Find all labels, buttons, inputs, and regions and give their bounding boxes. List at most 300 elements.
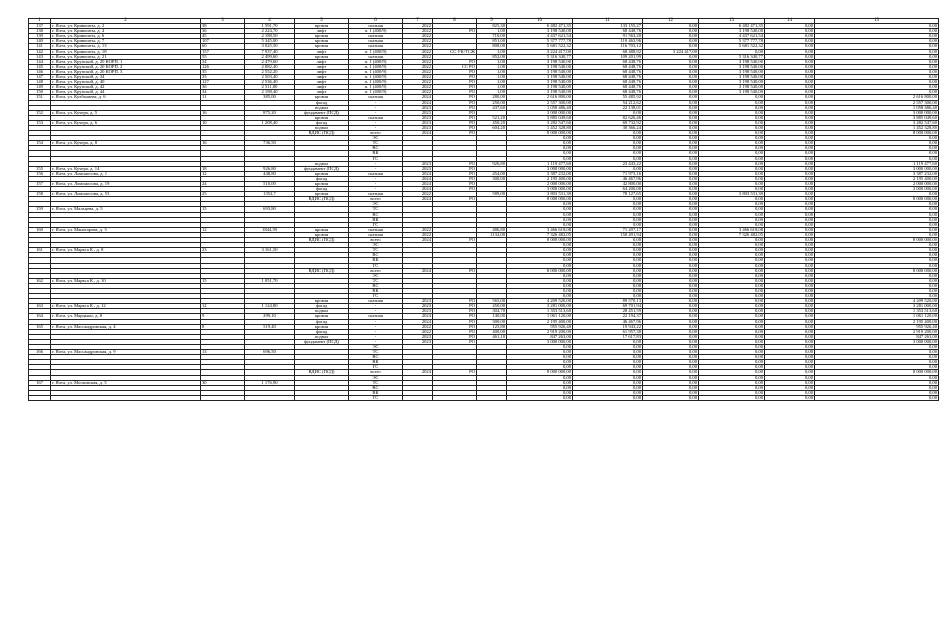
column-number-cell: 9 — [477, 19, 507, 24]
table-cell: 68 448,76 — [573, 29, 643, 34]
table-cell: 589,00 — [477, 192, 507, 197]
table-cell: ВДИС (ПСД) — [295, 238, 349, 243]
table-cell: 3 025,50 — [245, 44, 295, 49]
table-cell: 0,00 — [573, 350, 643, 355]
table-cell: 68 448,76 — [573, 90, 643, 95]
table-cell: 23 — [201, 248, 245, 253]
table-cell: 0,00 — [699, 243, 765, 248]
table-cell: 825,30 — [477, 24, 507, 29]
table-cell: 19 943,22 — [573, 324, 643, 329]
table-cell: 0,00 — [573, 243, 643, 248]
table-cell: 0,00 — [573, 146, 643, 151]
table-cell: 1 353 513,60 — [815, 309, 939, 314]
table-cell: 0,00 — [573, 202, 643, 207]
table-cell: ВК — [349, 258, 403, 263]
table-cell: 0,00 — [815, 151, 939, 156]
table-cell: 30 366,24 — [573, 125, 643, 130]
table-cell: 30 — [201, 380, 245, 385]
table-cell: ТС — [349, 248, 403, 253]
table-cell: всего — [349, 197, 403, 202]
table-cell: - — [349, 324, 403, 329]
table-cell: 521,20 — [477, 115, 507, 120]
table-cell: 0,00 — [507, 278, 573, 283]
table-cell: 12 — [201, 227, 245, 232]
table-cell: 0,00 — [765, 197, 815, 202]
table-cell: 0,00 — [815, 29, 939, 34]
table-cell: 304,70 — [477, 309, 507, 314]
table-cell: г. Ялта, ул. Кривошты, д. 4 — [51, 29, 201, 34]
table-cell: г. Ялта, ул. Крупской, д. 40 — [51, 80, 201, 85]
table-cell: 519,40 — [245, 324, 295, 329]
table-cell: 2 195 400,00 — [815, 176, 939, 181]
table-cell: 0,00 — [643, 44, 699, 49]
table-cell: 3 803 531,30 — [699, 192, 765, 197]
table-cell: 0,00 — [699, 238, 765, 243]
table-cell: 2022 — [403, 44, 433, 49]
table-cell: 450,20 — [477, 120, 507, 125]
table-cell: 565,00 — [477, 299, 507, 304]
table-cell: 0,00 — [573, 207, 643, 212]
table-cell: 0,00 — [643, 222, 699, 227]
table-cell: 7 326 482,05 — [699, 232, 765, 237]
table-cell: 2024 — [403, 370, 433, 375]
column-number-cell: 12 — [643, 19, 699, 24]
table-cell: 0,00 — [699, 314, 765, 319]
table-cell: 2024 — [403, 176, 433, 181]
table-cell: 9 — [201, 314, 245, 319]
table-cell: 0,00 — [573, 395, 643, 400]
table-cell: п. 1 (400/9) — [349, 90, 403, 95]
table-cell: 55 — [201, 54, 245, 59]
table-cell: 0,00 — [699, 161, 765, 166]
table-cell: 2022 — [403, 69, 433, 74]
table-cell: 0,00 — [573, 283, 643, 288]
table-cell: 12 — [201, 304, 245, 309]
table-cell: п. 1 (400/9) — [349, 69, 403, 74]
table-cell: 0,00 — [643, 375, 699, 380]
table-cell: 68 448,76 — [573, 64, 643, 69]
table-cell: ВС — [349, 385, 403, 390]
table-cell: 5 345,00 — [245, 39, 295, 44]
table-cell: 0,00 — [765, 248, 815, 253]
table-cell: 2024 — [403, 95, 433, 100]
table-cell: 0,00 — [573, 166, 643, 171]
table-cell: 3 198 540,00 — [699, 29, 765, 34]
table-cell — [433, 395, 477, 400]
table-cell: 2022 — [403, 329, 433, 334]
table-cell: скатная — [349, 115, 403, 120]
table-cell: 0,00 — [643, 268, 699, 273]
table-cell: 3 198 540,00 — [699, 64, 765, 69]
table-cell: 3 000 000,00 — [815, 166, 939, 171]
table-cell: 0,00 — [573, 390, 643, 395]
table-cell: 0,00 — [699, 253, 765, 258]
table-cell: ТС — [349, 380, 403, 385]
table-cell: 0,00 — [643, 90, 699, 95]
table-cell: скатная — [349, 314, 403, 319]
table-cell: 0,00 — [699, 263, 765, 268]
table-cell: 1 208,40 — [245, 120, 295, 125]
table-cell: 68 448,76 — [573, 75, 643, 80]
table-cell: 149 — [29, 85, 51, 90]
table-cell: 0,00 — [765, 370, 815, 375]
table-cell: 0,00 — [765, 171, 815, 176]
table-cell: 0,00 — [573, 131, 643, 136]
table-cell: 0,00 — [643, 390, 699, 395]
table-cell: 0,00 — [507, 151, 573, 156]
table-cell: 3 387 232,00 — [507, 171, 573, 176]
table-cell: 847 263,00 — [815, 334, 939, 339]
table-cell: 145 — [29, 64, 51, 69]
table-cell: РО — [433, 120, 477, 125]
table-cell: 0,00 — [507, 350, 573, 355]
table-cell: 0,00 — [573, 212, 643, 217]
table-cell: 2 536,40 — [245, 80, 295, 85]
table-cell: РО — [433, 95, 477, 100]
table-cell: 0,00 — [699, 294, 765, 299]
table-cell: кровля — [295, 232, 349, 237]
table-cell: - — [349, 319, 403, 324]
table-cell: 1,00 — [477, 85, 507, 90]
table-cell: 0,00 — [699, 304, 765, 309]
table-cell: 0,00 — [765, 110, 815, 115]
table-cell: 0,00 — [699, 360, 765, 365]
table-cell: 0,00 — [699, 345, 765, 350]
table-cell: кровля — [295, 192, 349, 197]
table-cell: ГС — [349, 222, 403, 227]
table-cell: 0,00 — [507, 365, 573, 370]
table-cell: 2 479,60 — [245, 59, 295, 64]
table-cell: 5 377 777,78 — [699, 39, 765, 44]
table-cell: 0,00 — [815, 202, 939, 207]
table-cell — [295, 395, 349, 400]
table-cell: 0,00 — [507, 248, 573, 253]
table-cell: 109 201,99 — [573, 54, 643, 59]
table-cell: ВДИС (ПСД) — [295, 197, 349, 202]
table-cell: 3 198 540,00 — [507, 69, 573, 74]
table-cell: скатная — [349, 39, 403, 44]
table-cell — [477, 395, 507, 400]
table-cell: 0,00 — [815, 90, 939, 95]
table-cell: 0,00 — [643, 324, 699, 329]
table-cell: 0,00 — [643, 304, 699, 309]
table-cell: 91 563,20 — [573, 34, 643, 39]
table-cell: скатная — [349, 24, 403, 29]
column-number-cell: 6 — [349, 19, 403, 24]
table-cell: 163 — [29, 304, 51, 309]
table-cell: РО — [433, 115, 477, 120]
table-cell: 2022 — [403, 75, 433, 80]
table-cell: ВС — [349, 283, 403, 288]
table-cell: РО — [433, 187, 477, 192]
table-cell: 0,00 — [507, 288, 573, 293]
table-cell: 2 552,20 — [245, 69, 295, 74]
table-cell: 166 — [29, 350, 51, 355]
table-cell: 0,00 — [815, 156, 939, 161]
table-cell: 0,00 — [765, 34, 815, 39]
table-cell: - — [349, 304, 403, 309]
table-cell: 0,00 — [815, 243, 939, 248]
table-cell: 3 387 232,00 — [815, 171, 939, 176]
table-cell: 0,00 — [765, 350, 815, 355]
table-cell: 3 000 000,00 — [507, 166, 573, 171]
table-cell: 0,00 — [765, 115, 815, 120]
table-cell: 0,00 — [507, 136, 573, 141]
table-cell: РО — [433, 29, 477, 34]
table-cell: 0,00 — [765, 263, 815, 268]
table-cell: 146 — [29, 69, 51, 74]
table-cell: 0,00 — [765, 187, 815, 192]
table-cell: 0,00 — [699, 217, 765, 222]
table-cell: 0,00 — [699, 125, 765, 130]
table-cell: 60 — [201, 44, 245, 49]
table-cell: 0,00 — [573, 248, 643, 253]
table-cell: всего — [349, 268, 403, 273]
table-cell: 0,00 — [765, 207, 815, 212]
table-cell: 0,00 — [765, 59, 815, 64]
table-cell: 1 061 120,00 — [507, 314, 573, 319]
table-cell: 2024 — [403, 319, 433, 324]
table-cell: г. Ялта, ул. Кучера, д. 5 — [51, 110, 201, 115]
column-number-cell: 14 — [765, 19, 815, 24]
table-cell: 0,00 — [573, 365, 643, 370]
table-cell: 0,00 — [815, 294, 939, 299]
table-cell: 0,00 — [765, 238, 815, 243]
table-cell: 0,00 — [643, 278, 699, 283]
table-cell: 0,00 — [573, 339, 643, 344]
table-cell: 2022 — [403, 80, 433, 85]
table-cell: лифт — [295, 90, 349, 95]
table-cell: 0,00 — [815, 390, 939, 395]
table-cell: ВС — [349, 212, 403, 217]
table-cell: 0,00 — [699, 136, 765, 141]
table-cell: 0,00 — [699, 105, 765, 110]
table-cell: 0,00 — [815, 75, 939, 80]
table-cell: 2 195 400,00 — [815, 319, 939, 324]
table-cell: ВДИС (ПСД) — [295, 268, 349, 273]
table-cell: 3 281 000,00 — [815, 304, 939, 309]
table-cell: 2 082,40 — [245, 64, 295, 69]
table-cell: - — [349, 182, 403, 187]
table-cell: 150 — [29, 90, 51, 95]
table-cell: 0,00 — [643, 253, 699, 258]
table-cell: 3 198 540,00 — [699, 85, 765, 90]
table-cell: кровля — [295, 34, 349, 39]
table-cell: 8 000 000,00 — [507, 268, 573, 273]
table-cell: РО — [433, 90, 477, 95]
table-cell: 0,00 — [643, 329, 699, 334]
table-cell: 2 616 800,00 — [815, 95, 939, 100]
table-cell: 2023 — [403, 339, 433, 344]
table-cell: 153 — [29, 120, 51, 125]
table-cell: РО — [433, 131, 477, 136]
table-cell: 0,00 — [765, 217, 815, 222]
table-cell: 0,00 — [815, 54, 939, 59]
column-number-cell: 8 — [433, 19, 477, 24]
table-cell: ВК — [349, 288, 403, 293]
table-cell: г. Ялта, ул. Крупской, д. 34 — [51, 75, 201, 80]
table-cell: ВДИС (ПСД) — [295, 131, 349, 136]
table-cell: всего — [349, 238, 403, 243]
table-cell: 0,00 — [573, 355, 643, 360]
table-cell: 0,00 — [699, 319, 765, 324]
table-cell: 0,00 — [765, 136, 815, 141]
table-cell: 0,00 — [507, 146, 573, 151]
table-cell: 11 — [201, 95, 245, 100]
table-cell: 0,00 — [573, 263, 643, 268]
table-cell: 16 — [201, 141, 245, 146]
table-cell: кровля — [295, 39, 349, 44]
table-cell: 69 732,92 — [573, 120, 643, 125]
table-cell: 1,00 — [477, 29, 507, 34]
table-cell: 0,00 — [643, 258, 699, 263]
table-cell: 2 224,70 — [245, 29, 295, 34]
table-cell: 3 198 540,00 — [699, 80, 765, 85]
table-cell: 0,00 — [815, 49, 939, 54]
table-cell: 55 485,92 — [573, 95, 643, 100]
table-cell: 0,00 — [765, 273, 815, 278]
table-cell: 0,00 — [643, 54, 699, 59]
table-cell: 0,00 — [765, 258, 815, 263]
table-cell: 0,00 — [643, 131, 699, 136]
table-cell: 0,00 — [765, 319, 815, 324]
table-cell: ТС — [349, 141, 403, 146]
table-cell: лифт — [295, 80, 349, 85]
table-cell: 0,00 — [815, 278, 939, 283]
table-cell: РО — [433, 268, 477, 273]
table-cell: 0,00 — [765, 192, 815, 197]
table-cell: 0,00 — [765, 299, 815, 304]
table-cell: 0,00 — [507, 385, 573, 390]
table-cell: 0,00 — [765, 324, 815, 329]
table-cell: подвал — [295, 105, 349, 110]
table-cell: скатная — [349, 44, 403, 49]
table-cell: г. Ялта, ул. Московская, д. 5 — [51, 380, 201, 385]
table-cell: 0,00 — [765, 304, 815, 309]
table-cell: 137 — [29, 24, 51, 29]
table-cell: 2022 — [403, 29, 433, 34]
table-cell: 157 — [201, 49, 245, 54]
table-cell: лифт — [295, 59, 349, 64]
table-cell: 0,00 — [815, 350, 939, 355]
table-cell: 28 451,59 — [573, 309, 643, 314]
table-cell: 0,00 — [765, 222, 815, 227]
table-cell: 1,00 — [477, 90, 507, 95]
table-cell: 461,10 — [477, 334, 507, 339]
table-cell: 8 000 000,00 — [507, 197, 573, 202]
table-cell: 3 803 531,30 — [507, 192, 573, 197]
table-cell: 3 224 417,00 — [643, 49, 699, 54]
table-cell: 2023 — [403, 309, 433, 314]
table-cell: РО — [433, 105, 477, 110]
table-cell: 34 — [201, 59, 245, 64]
table-cell: 2022 — [403, 49, 433, 54]
table-cell: РО — [433, 161, 477, 166]
table-cell: 1 176,90 — [245, 380, 295, 385]
table-cell: 3 000 000,00 — [815, 110, 939, 115]
table-cell: 126 — [201, 64, 245, 69]
table-cell: 0,00 — [507, 156, 573, 161]
table-cell: 693,80 — [245, 207, 295, 212]
table-cell: 0,00 — [815, 385, 939, 390]
table-cell: ГС — [349, 156, 403, 161]
table-cell: 486,80 — [477, 227, 507, 232]
table-cell: РО — [433, 314, 477, 319]
table-cell: г. Ялта, ул. Мальцева, д. 5 — [51, 207, 201, 212]
table-cell: СС УК/ТСЖ — [433, 49, 477, 54]
table-cell: 0,00 — [699, 120, 765, 125]
table-cell: 78 127,65 — [573, 192, 643, 197]
table-cell: всего — [349, 370, 403, 375]
table-cell: 142 — [29, 49, 51, 54]
table-cell: г. Ялта, ул. Кривошты, д. 13 — [51, 44, 201, 49]
table-cell: 159 — [29, 207, 51, 212]
table-cell: РО — [433, 80, 477, 85]
table-cell: 0,00 — [643, 110, 699, 115]
table-cell: - — [349, 334, 403, 339]
table-cell: 0,00 — [815, 217, 939, 222]
table-cell: 82 626,46 — [573, 115, 643, 120]
table-cell — [201, 395, 245, 400]
table-cell: РО — [433, 238, 477, 243]
table-cell: 0,00 — [699, 355, 765, 360]
table-cell: 0,00 — [765, 182, 815, 187]
column-number-cell: 10 — [507, 19, 573, 24]
table-cell: 0,00 — [643, 80, 699, 85]
table-cell: 0,00 — [815, 80, 939, 85]
table-cell: 0,00 — [815, 288, 939, 293]
table-cell: кровля — [295, 54, 349, 59]
table-cell: 0,00 — [643, 360, 699, 365]
table-cell: 0,00 — [765, 339, 815, 344]
table-cell: 0,00 — [643, 125, 699, 130]
table-cell: 2022 — [403, 54, 433, 59]
table-cell: РО — [433, 75, 477, 80]
table-cell: 0,00 — [643, 197, 699, 202]
table-cell: 0,00 — [765, 146, 815, 151]
table-cell: 0,00 — [643, 34, 699, 39]
column-number-cell: 13 — [699, 19, 765, 24]
table-cell: 139 — [29, 34, 51, 39]
table-cell: 1 452 328,80 — [507, 125, 573, 130]
table-cell: 0,00 — [643, 141, 699, 146]
table-cell: 0,00 — [815, 253, 939, 258]
table-cell: п. 1 (400/9) — [349, 29, 403, 34]
table-cell: 1 353 513,60 — [507, 309, 573, 314]
table-cell: 0,00 — [699, 187, 765, 192]
table-cell: г. Ялта, ул. Ломоносова, д. 19 — [51, 182, 201, 187]
table-cell: 3 198 540,00 — [699, 69, 765, 74]
table-cell: 6 482 471,35 — [507, 24, 573, 29]
table-cell: 2 503,40 — [245, 75, 295, 80]
table-cell: 0,00 — [643, 100, 699, 105]
table-cell: 2 557 300,00 — [815, 100, 939, 105]
table-cell: 0,00 — [507, 263, 573, 268]
table-cell: 8 000 000,00 — [507, 238, 573, 243]
table-cell: 61 957,38 — [573, 329, 643, 334]
table-cell: 151 — [29, 95, 51, 100]
table-cell: 0,00 — [573, 222, 643, 227]
column-number-cell: 11 — [573, 19, 643, 24]
table-cell — [51, 395, 201, 400]
table-cell: 2 198,40 — [245, 90, 295, 95]
table-cell: - — [349, 176, 403, 181]
table-cell: фасад — [295, 319, 349, 324]
table-cell: 3 000 000,00 — [507, 187, 573, 192]
table-cell: г. Ялта, ул. Массандровская, д. 4 — [51, 324, 201, 329]
table-cell: 0,00 — [699, 283, 765, 288]
table-cell: скатная — [349, 171, 403, 176]
